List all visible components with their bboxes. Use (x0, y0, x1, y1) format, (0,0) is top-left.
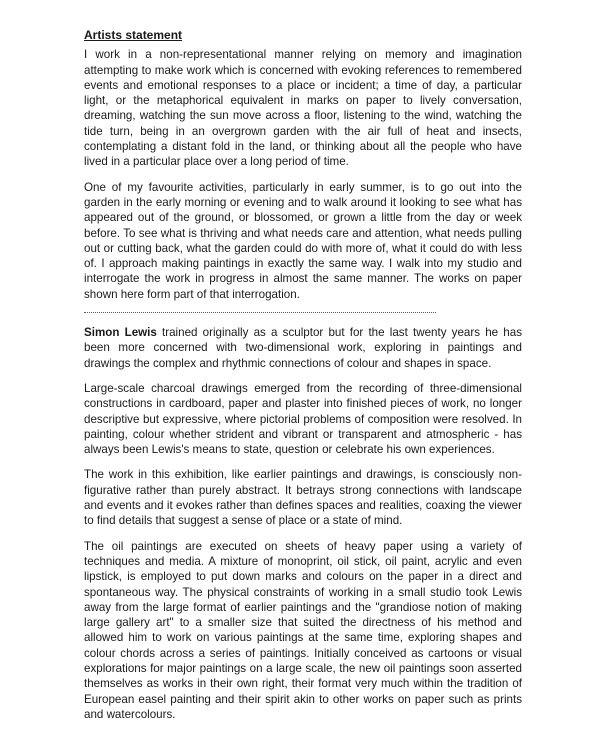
biography-intro-paragraph (84, 325, 522, 371)
biography-intro-text: trained originally as a sculptor but for the last twenty years he has been more concerned with two-dimensional work, exploring in paintings and drawings the complex and rhythmic connections of colour and shapes in space. (84, 326, 522, 370)
artist-name: Simon Lewis (84, 326, 157, 340)
biography-paragraph: The oil paintings are executed on sheets of heavy paper using a variety of techniques and media. A mixture of monoprint, oil stick, oil paint, acrylic and even lipstick, is employed to put down marks and colours on the paper in a direct and spontaneous way. The physical constraints of working in a small studio took Lewis away from the large format of earlier paintings and the "grandiose notion of making large gallery art" to a smaller size that suited the directness of his method and allowed him to work on various paintings at the same time, exploring shapes and colour chords across a series of paintings. Initially conceived as cartoons or visual explorations for major paintings on a large scale, the new oil paintings soon asserted themselves as works in their own right, their format very much within the tradition of European easel painting and their spirit akin to other works on paper such as prints and watercolours. (84, 539, 522, 721)
biography-paragraph: Large-scale charcoal drawings emerged from the recording of three-dimensional constructions in cardboard, paper and plaster into finished pieces of work, no longer descriptive but expressive, where pictorial problems of composition were resolved. In painting, colour whether strident and vibrant or transparent and atmospheric - has always been Lewis's means to state, question or celebrate his own experiences. (84, 381, 522, 457)
statement-paragraph: I work in a non-representational manner relying on memory and imagination attempting to make work which is concerned with evoking references to remembered events and emotional responses to a place or incident; a time of day, a particular light, or the metaphorical equivalent in marks on paper to lively conversation, dreaming, watching the sun move across a floor, listening to the wind, watching the tide turn, being in an overgrown garden with the air full of heat and insects, contemplating a distant fold in the land, or thinking about all the people who have lived in a particular place over a long period of time. (84, 48, 522, 169)
biography-paragraph: The work in this exhibition, like earlier paintings and drawings, is consciously non-figurative rather than purely abstract. It betrays strong connections with landscape and events and it evokes rather than defines spaces and realities, coaxing the viewer to find details that suggest a sense of place or a state of mind. (84, 468, 522, 528)
document-page (84, 28, 522, 732)
statement-paragraph: One of my favourite activities, particularly in early summer, is to go out into the garden in the early morning or evening and to walk around it looking to see what has appeared out of the ground, or blossomed, or grown a little from the day or week before. To see what is thriving and what needs care and attention, what needs pulling out or cutting back, what the garden could do with more of, what it could do with less of. I approach making paintings in exactly the same way. I walk into my studio and interrogate the work in progress in almost the same manner. The works on paper shown here form part of that interrogation. (84, 180, 522, 301)
dotted-divider (84, 312, 436, 313)
statement-heading: Artists statement (84, 28, 183, 42)
